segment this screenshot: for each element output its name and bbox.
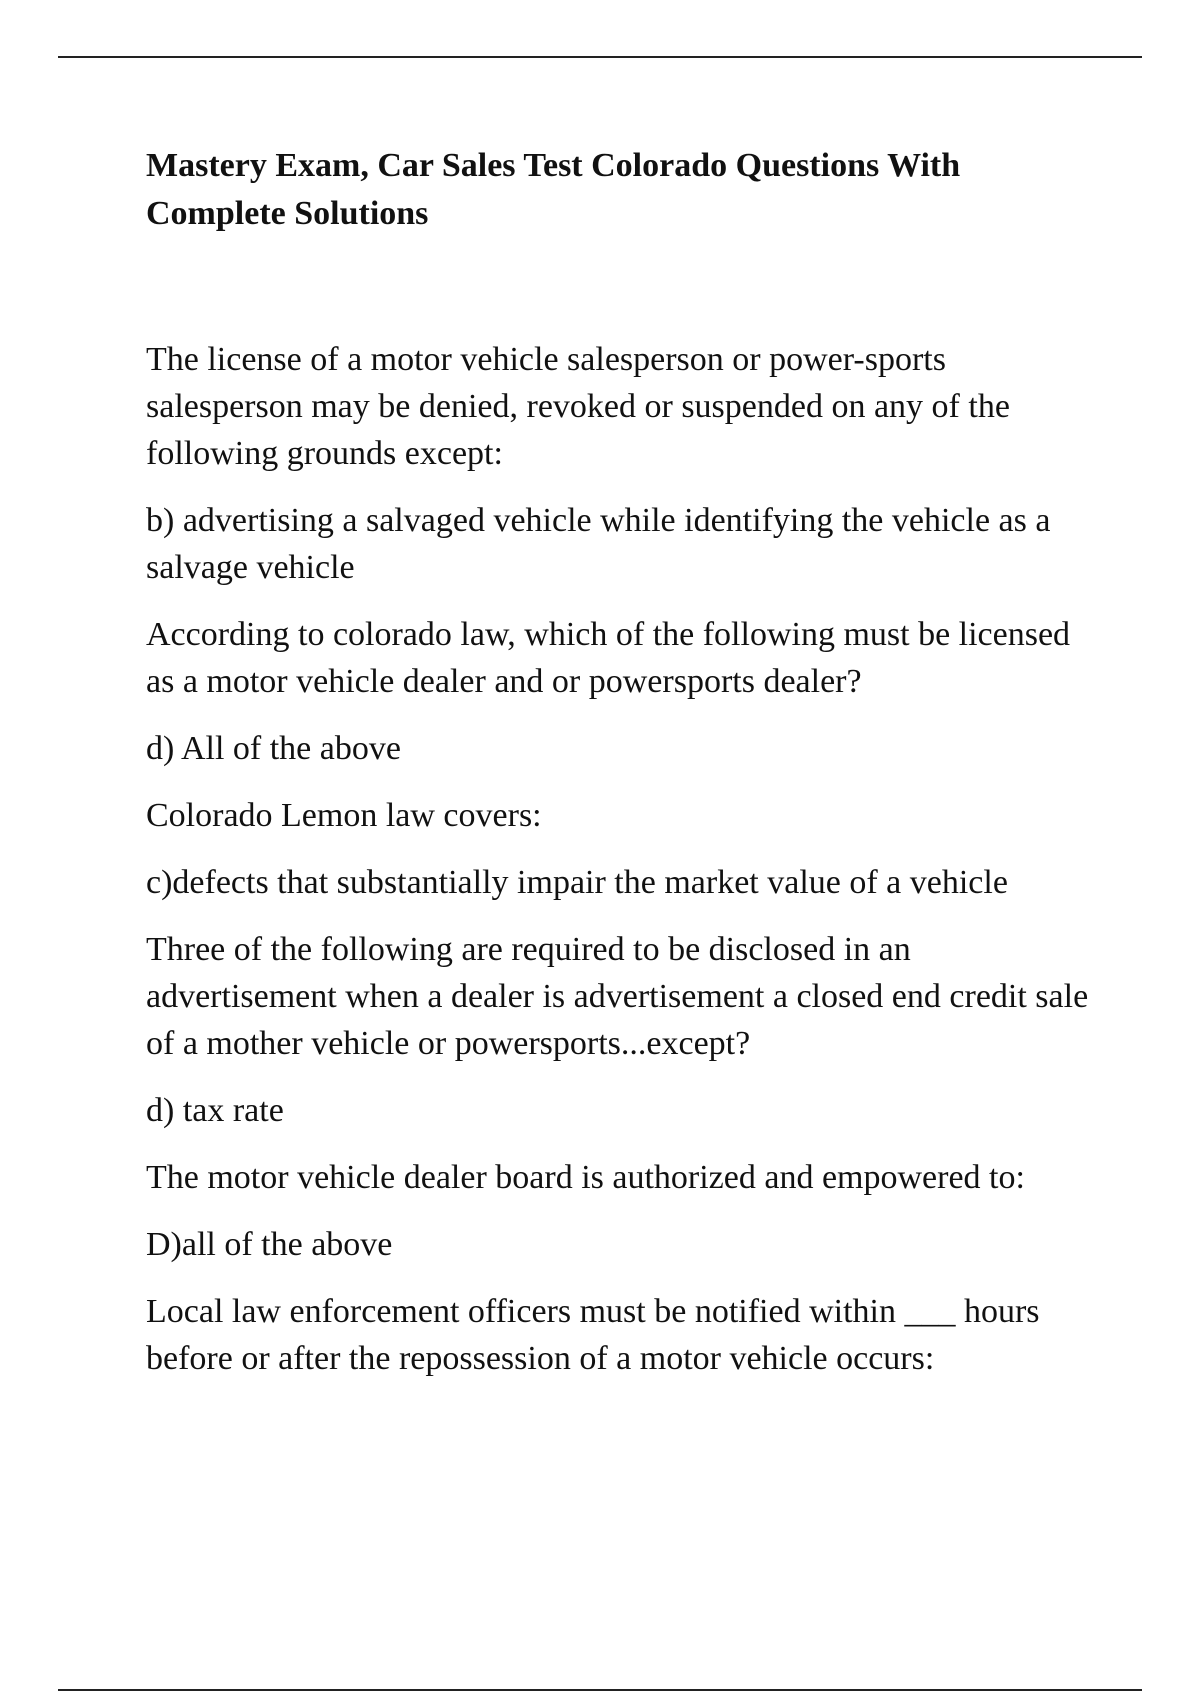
question-answer-list	[146, 336, 1106, 1382]
question-1: The license of a motor vehicle salesperson or power-sports salesperson may be denied, revoked or suspended on any of the following grounds except:	[146, 341, 1010, 472]
question-5: The motor vehicle dealer board is authorized and empowered to:	[146, 1159, 1025, 1196]
answer-3: c)defects that substantially impair the market value of a vehicle	[146, 864, 1008, 901]
answer-5: D)all of the above	[146, 1226, 393, 1263]
document-page	[146, 142, 1106, 1402]
answer-2: d) All of the above	[146, 730, 401, 767]
question-3: Colorado Lemon law covers:	[146, 797, 542, 834]
answer-1: b) advertising a salvaged vehicle while identifying the vehicle as a salvage vehicle	[146, 502, 1051, 586]
top-divider	[58, 56, 1142, 58]
question-2: According to colorado law, which of the following must be licensed as a motor vehicle dealer and or powersports dealer?	[146, 616, 1071, 700]
bottom-divider	[58, 1689, 1142, 1691]
question-6: Local law enforcement officers must be notified within ___ hours before or after the repossession of a motor vehicle occurs:	[146, 1293, 1040, 1377]
document-title: Mastery Exam, Car Sales Test Colorado Questions With Complete Solutions	[146, 147, 961, 232]
answer-4: d) tax rate	[146, 1092, 284, 1129]
question-4: Three of the following are required to be disclosed in an advertisement when a dealer is advertisement a closed end credit sale of a mother vehicle or powersports...except?	[146, 931, 1089, 1062]
